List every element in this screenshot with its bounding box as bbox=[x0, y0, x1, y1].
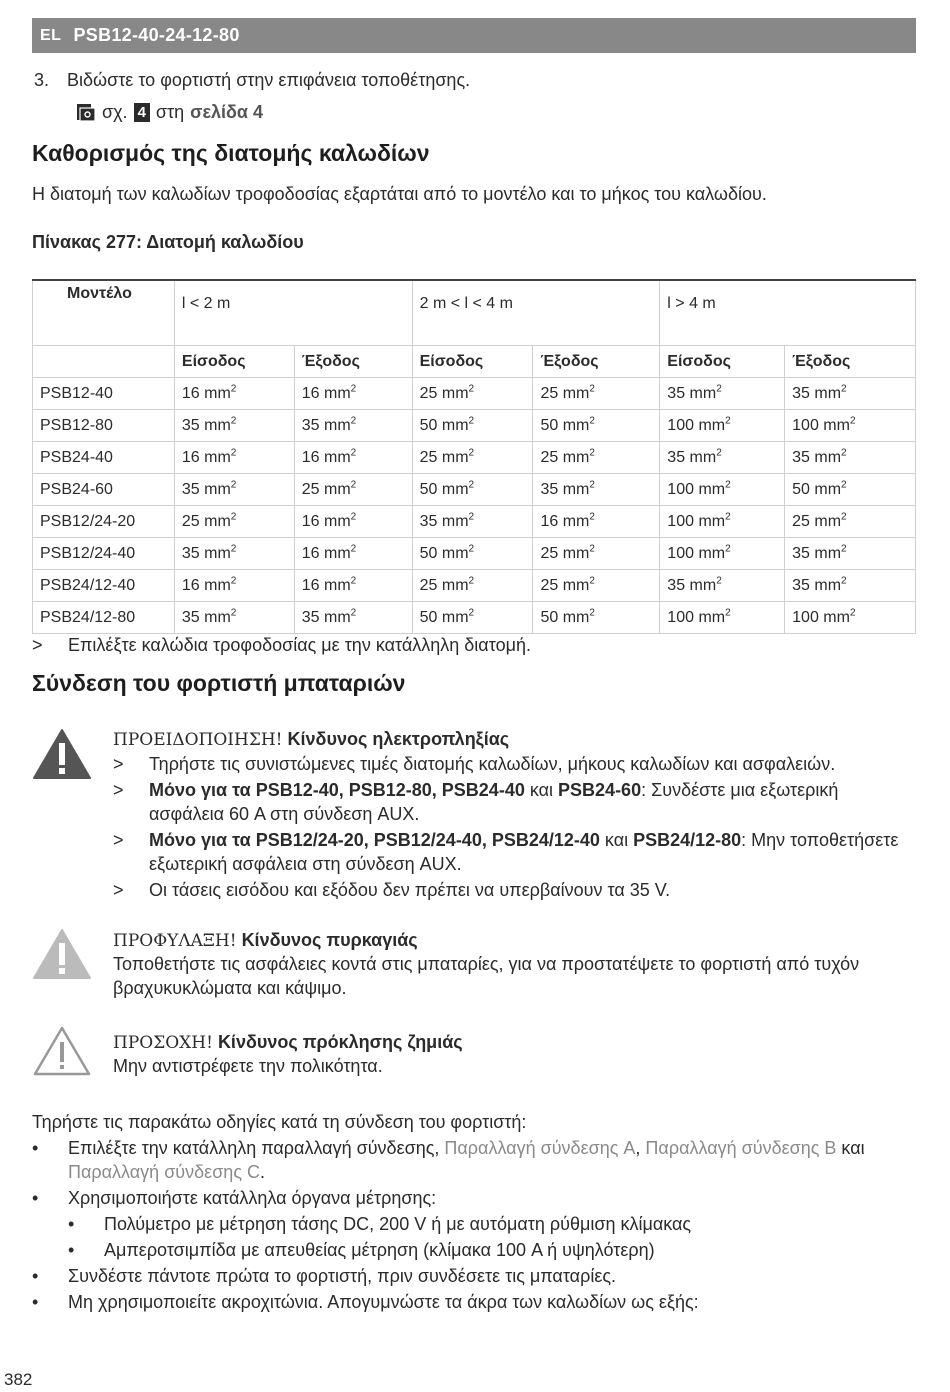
item-text: Χρησιμοποιήστε κατάλληλα όργανα μέτρησης: bbox=[68, 1188, 437, 1208]
value-number: 16 bbox=[301, 448, 320, 466]
value-number: 35 bbox=[667, 384, 686, 402]
value-unit: mm bbox=[324, 384, 351, 402]
value-unit: mm bbox=[689, 384, 717, 402]
figure-number: 4 bbox=[134, 103, 150, 122]
figure-middle: στη bbox=[155, 102, 185, 122]
notice-icon bbox=[32, 1025, 92, 1077]
value-cell: 35 $mm^2$ bbox=[785, 442, 916, 474]
link-variant-c[interactable]: Παραλλαγή σύνδεσης C bbox=[68, 1162, 260, 1182]
value-unit: mm bbox=[698, 480, 726, 498]
warning-label: ΠΡΟΕΙΔΟΠΟΙΗΣΗ! bbox=[113, 730, 283, 750]
value-cell: 50 $mm^2$ bbox=[412, 538, 533, 570]
language-code: EL bbox=[40, 26, 62, 44]
value-unit: mm bbox=[698, 608, 726, 626]
value-number: 50 bbox=[419, 416, 438, 434]
value-cell: 16 $mm^2$ bbox=[294, 442, 412, 474]
warning-icon bbox=[32, 728, 92, 780]
caution-icon bbox=[32, 928, 92, 980]
value-cell: 35 $mm^2$ bbox=[533, 474, 660, 506]
io-header: Έξοδος bbox=[294, 346, 412, 378]
value-unit: mm bbox=[562, 576, 590, 594]
value-number: 100 bbox=[792, 416, 819, 434]
io-header: Είσοδος bbox=[412, 346, 533, 378]
value-unit: mm bbox=[562, 480, 590, 498]
value-number: 50 bbox=[419, 608, 438, 626]
figure-page: σελίδα 4 bbox=[190, 102, 264, 122]
value-number: 25 bbox=[540, 576, 559, 594]
value-number: 16 bbox=[181, 576, 200, 594]
value-cell: 16 $mm^2$ bbox=[294, 378, 412, 410]
value-unit: mm bbox=[814, 544, 842, 562]
note-text: Επιλέξτε καλώδια τροφοδοσίας με την κατάλληλη διατομή. bbox=[68, 635, 531, 655]
value-cell: 50 $mm^2$ bbox=[785, 474, 916, 506]
value-unit: mm bbox=[689, 448, 717, 466]
value-number: 35 bbox=[181, 544, 200, 562]
model-name: PSB12-40-24-12-80 bbox=[73, 25, 240, 45]
value-unit: mm bbox=[441, 480, 469, 498]
value-number: 35 bbox=[301, 416, 320, 434]
value-unit: mm bbox=[204, 448, 231, 466]
table-row bbox=[33, 538, 916, 570]
item-text: Επιλέξτε την κατάλληλη παραλλαγή σύνδεσης, bbox=[68, 1138, 445, 1158]
value-cell: 25 $mm^2$ bbox=[174, 506, 294, 538]
value-unit: mm bbox=[324, 544, 351, 562]
arrow-marker: > bbox=[32, 635, 43, 655]
value-unit: mm bbox=[204, 576, 231, 594]
list-item: • Χρησιμοποιήστε κατάλληλα όργανα μέτρησης: bbox=[32, 1188, 437, 1208]
instructions-list bbox=[32, 1136, 912, 1316]
value-number: 35 bbox=[419, 512, 438, 530]
item-text: Αμπεροτσιμπίδα με απευθείας μέτρηση (κλίμακα 100 A ή υψηλότερη) bbox=[104, 1240, 655, 1260]
value-number: 16 bbox=[301, 512, 320, 530]
value-number: 35 bbox=[792, 544, 810, 562]
value-number: 25 bbox=[540, 384, 559, 402]
model-cell: PSB12-80 bbox=[33, 410, 175, 442]
notice-heading bbox=[113, 1030, 463, 1055]
warning-item-bold2: PSB24/12-80 bbox=[633, 830, 742, 850]
value-cell: 35 $mm^2$ bbox=[785, 538, 916, 570]
caution-text: Τοποθετήστε τις ασφάλειες κοντά στις μπαταρίες, για να προστατέψετε το φορτιστή από τυχόν βραχυκυκλώματα και κάψιμο. bbox=[113, 954, 860, 998]
item-and: και bbox=[836, 1138, 865, 1158]
length-header: 2 m < l < 4 m bbox=[412, 280, 660, 346]
warning-heading bbox=[113, 727, 509, 752]
value-unit: mm bbox=[814, 512, 842, 530]
value-unit: mm bbox=[814, 384, 842, 402]
value-number: 35 bbox=[181, 416, 200, 434]
list-item: • Μη χρησιμοποιείτε ακροχιτώνια. Απογυμνώστε τα άκρα των καλωδίων ως εξής: bbox=[32, 1292, 699, 1312]
page-number: 382 bbox=[4, 1370, 33, 1389]
value-cell: 25 $mm^2$ bbox=[533, 378, 660, 410]
value-cell: 100 $mm^2$ bbox=[660, 410, 785, 442]
warning-item-mid: και bbox=[524, 780, 559, 800]
item-text: Μη χρησιμοποιείτε ακροχιτώνια. Απογυμνώστε τα άκρα των καλωδίων ως εξής: bbox=[68, 1292, 699, 1312]
value-number: 25 bbox=[419, 384, 438, 402]
value-cell: 100 $mm^2$ bbox=[660, 506, 785, 538]
value-number: 35 bbox=[540, 480, 559, 498]
value-number: 100 bbox=[667, 416, 694, 434]
step-number: 3. bbox=[34, 70, 50, 90]
value-number: 16 bbox=[181, 448, 200, 466]
value-unit: mm bbox=[204, 480, 231, 498]
value-cell: 35 $mm^2$ bbox=[294, 410, 412, 442]
value-unit: mm bbox=[689, 576, 717, 594]
value-cell: 50 $mm^2$ bbox=[533, 410, 660, 442]
value-unit: mm bbox=[324, 608, 351, 626]
warning-item-text: Τηρήστε τις συνιστώμενες τιμές διατομής καλωδίων, μήκους καλωδίων και ασφαλειών. bbox=[149, 754, 836, 774]
value-number: 35 bbox=[181, 480, 200, 498]
step-text: Βιδώστε το φορτιστή στην επιφάνεια τοποθέτησης. bbox=[67, 70, 471, 90]
value-number: 16 bbox=[181, 384, 200, 402]
io-header: Έξοδος bbox=[533, 346, 660, 378]
value-cell: 35 $mm^2$ bbox=[785, 570, 916, 602]
io-header: Είσοδος bbox=[660, 346, 785, 378]
value-unit: mm bbox=[441, 608, 469, 626]
value-cell: 35 $mm^2$ bbox=[660, 378, 785, 410]
value-number: 35 bbox=[301, 608, 320, 626]
table-row bbox=[33, 506, 916, 538]
value-number: 35 bbox=[667, 448, 686, 466]
value-cell: 16 $mm^2$ bbox=[294, 506, 412, 538]
value-cell: 35 $mm^2$ bbox=[174, 602, 294, 634]
value-unit: mm bbox=[204, 608, 231, 626]
length-header: l < 2 m bbox=[174, 280, 412, 346]
value-number: 100 bbox=[792, 608, 819, 626]
value-number: 16 bbox=[540, 512, 559, 530]
value-number: 35 bbox=[792, 576, 810, 594]
value-unit: mm bbox=[441, 576, 469, 594]
item-sep: , bbox=[635, 1138, 646, 1158]
value-number: 16 bbox=[301, 576, 320, 594]
warning-item-post: : Συνδέστε μια εξωτερική ασφάλεια 60 A στη σύνδεση AUX. bbox=[149, 780, 839, 824]
value-unit: mm bbox=[562, 448, 590, 466]
model-cell: PSB24/12-40 bbox=[33, 570, 175, 602]
list-item: • Επιλέξτε την κατάλληλη παραλλαγή σύνδεσης, Παραλλαγή σύνδεσης A, Παραλλαγή σύνδεσης B και Παραλλαγή σύνδεσης C. bbox=[32, 1138, 865, 1182]
value-unit: mm bbox=[814, 576, 842, 594]
value-unit: mm bbox=[204, 384, 231, 402]
value-unit: mm bbox=[204, 544, 231, 562]
value-unit: mm bbox=[823, 416, 850, 434]
value-unit: mm bbox=[324, 576, 351, 594]
value-number: 25 bbox=[540, 448, 559, 466]
value-cell: 25 $mm^2$ bbox=[412, 570, 533, 602]
section-title-connection: Σύνδεση του φορτιστή μπαταριών bbox=[32, 670, 406, 696]
model-cell: PSB12/24-20 bbox=[33, 506, 175, 538]
value-unit: mm bbox=[562, 544, 590, 562]
value-unit: mm bbox=[324, 416, 351, 434]
caution-title: Κίνδυνος πυρκαγιάς bbox=[241, 930, 418, 950]
model-cell: PSB12/24-40 bbox=[33, 538, 175, 570]
model-cell: PSB24/12-80 bbox=[33, 602, 175, 634]
value-unit: mm bbox=[324, 448, 351, 466]
value-cell: 50 $mm^2$ bbox=[412, 602, 533, 634]
value-unit: mm bbox=[698, 544, 726, 562]
figure-reference[interactable] bbox=[76, 102, 263, 123]
value-unit: mm bbox=[441, 512, 469, 530]
warning-list bbox=[113, 752, 913, 904]
value-unit: mm bbox=[823, 608, 850, 626]
value-number: 50 bbox=[540, 608, 559, 626]
figure-prefix: σχ. bbox=[102, 102, 128, 122]
value-cell: 100 $mm^2$ bbox=[785, 602, 916, 634]
warning-item-text: Οι τάσεις εισόδου και εξόδου δεν πρέπει να υπερβαίνουν τα 35 V. bbox=[149, 880, 671, 900]
model-cell: PSB24-60 bbox=[33, 474, 175, 506]
value-number: 25 bbox=[181, 512, 200, 530]
warning-item-mid: και bbox=[599, 830, 634, 850]
value-number: 35 bbox=[181, 608, 200, 626]
value-unit: mm bbox=[441, 544, 469, 562]
value-unit: mm bbox=[562, 416, 590, 434]
warning-item-bold2: PSB24-60 bbox=[558, 780, 642, 800]
table-header-row bbox=[33, 280, 916, 346]
notice-title: Κίνδυνος πρόκλησης ζημιάς bbox=[217, 1032, 463, 1052]
caution-heading bbox=[113, 928, 418, 953]
value-cell: 35 $mm^2$ bbox=[294, 602, 412, 634]
item-text: Πολύμετρο με μέτρηση τάσης DC, 200 V ή με αυτόματη ρύθμιση κλίμακας bbox=[104, 1214, 692, 1234]
value-number: 35 bbox=[792, 448, 810, 466]
value-cell: 100 $mm^2$ bbox=[785, 410, 916, 442]
value-number: 25 bbox=[419, 576, 438, 594]
table-row bbox=[33, 378, 916, 410]
value-number: 100 bbox=[667, 608, 694, 626]
warning-item: > Μόνο για τα PSB12-40, PSB12-80, PSB24-40 και PSB24-60: Συνδέστε μια εξωτερική ασφάλεια 60 A στη σύνδεση AUX. bbox=[113, 780, 839, 824]
value-unit: mm bbox=[204, 416, 231, 434]
value-cell: 16 $mm^2$ bbox=[174, 442, 294, 474]
warning-item-pre: Μόνο για τα bbox=[149, 780, 256, 800]
warning-item-bold: PSB12/24-20, PSB12/24-40, PSB24/12-40 bbox=[255, 830, 600, 850]
value-unit: mm bbox=[562, 512, 590, 530]
table-subheader-row bbox=[33, 346, 916, 378]
instructions-intro: Τηρήστε τις παρακάτω οδηγίες κατά τη σύνδεση του φορτιστή: bbox=[32, 1112, 527, 1132]
item-text: Συνδέστε πάντοτε πρώτα το φορτιστή, πριν συνδέσετε τις μπαταρίες. bbox=[68, 1266, 617, 1286]
value-cell: 25 $mm^2$ bbox=[533, 570, 660, 602]
value-unit: mm bbox=[441, 448, 469, 466]
value-cell: 35 $mm^2$ bbox=[174, 410, 294, 442]
value-cell: 35 $mm^2$ bbox=[785, 378, 916, 410]
sub-list-item: • Αμπεροτσιμπίδα με απευθείας μέτρηση (κλίμακα 100 A ή υψηλότερη) bbox=[68, 1240, 655, 1260]
table-row bbox=[33, 602, 916, 634]
sub-list-item: • Πολύμετρο με μέτρηση τάσης DC, 200 V ή με αυτόματη ρύθμιση κλίμακας bbox=[68, 1214, 692, 1234]
value-cell: 25 $mm^2$ bbox=[533, 442, 660, 474]
warning-title: Κίνδυνος ηλεκτροπληξίας bbox=[287, 729, 510, 749]
io-header: Είσοδος bbox=[174, 346, 294, 378]
value-number: 25 bbox=[301, 480, 320, 498]
value-unit: mm bbox=[441, 384, 469, 402]
link-variant-b[interactable]: Παραλλαγή σύνδεσης B bbox=[645, 1138, 837, 1158]
model-header: Μοντέλο bbox=[33, 280, 175, 346]
list-item: • Συνδέστε πάντοτε πρώτα το φορτιστή, πριν συνδέσετε τις μπαταρίες. bbox=[32, 1266, 617, 1286]
value-cell: 25 $mm^2$ bbox=[412, 442, 533, 474]
value-cell: 16 $mm^2$ bbox=[174, 570, 294, 602]
table-row bbox=[33, 570, 916, 602]
value-number: 35 bbox=[667, 576, 686, 594]
value-number: 100 bbox=[667, 512, 694, 530]
value-cell: 50 $mm^2$ bbox=[533, 602, 660, 634]
value-number: 16 bbox=[301, 544, 320, 562]
table-row bbox=[33, 474, 916, 506]
value-cell: 50 $mm^2$ bbox=[412, 474, 533, 506]
value-unit: mm bbox=[324, 480, 351, 498]
value-unit: mm bbox=[698, 416, 726, 434]
page-header bbox=[32, 18, 916, 53]
value-cell: 25 $mm^2$ bbox=[294, 474, 412, 506]
value-cell: 25 $mm^2$ bbox=[785, 506, 916, 538]
value-number: 50 bbox=[540, 416, 559, 434]
value-number: 50 bbox=[419, 544, 438, 562]
value-unit: mm bbox=[814, 448, 842, 466]
value-number: 50 bbox=[792, 480, 810, 498]
value-cell: 100 $mm^2$ bbox=[660, 602, 785, 634]
value-cell: 16 $mm^2$ bbox=[294, 538, 412, 570]
value-number: 16 bbox=[301, 384, 320, 402]
table-row bbox=[33, 410, 916, 442]
cable-table bbox=[32, 279, 916, 634]
table-caption: Πίνακας 277: Διατομή καλωδίου bbox=[32, 232, 304, 252]
length-header: l > 4 m bbox=[660, 280, 916, 346]
value-unit: mm bbox=[562, 384, 590, 402]
value-number: 25 bbox=[792, 512, 810, 530]
warning-item: > Τηρήστε τις συνιστώμενες τιμές διατομής καλωδίων, μήκους καλωδίων και ασφαλειών. bbox=[113, 754, 836, 774]
value-unit: mm bbox=[324, 512, 351, 530]
item-end: . bbox=[260, 1162, 266, 1182]
value-number: 25 bbox=[540, 544, 559, 562]
notice-label: ΠΡΟΣΟΧΗ! bbox=[113, 1033, 213, 1053]
value-cell: 50 $mm^2$ bbox=[412, 410, 533, 442]
io-header: Έξοδος bbox=[785, 346, 916, 378]
value-unit: mm bbox=[814, 480, 842, 498]
value-cell: 16 $mm^2$ bbox=[174, 378, 294, 410]
value-cell: 25 $mm^2$ bbox=[412, 378, 533, 410]
value-unit: mm bbox=[441, 416, 469, 434]
warning-item: > Μόνο για τα PSB12/24-20, PSB12/24-40, PSB24/12-40 και PSB24/12-80: Μην τοποθετήσετε εξωτερική ασφάλεια στη σύνδεση AUX. bbox=[113, 830, 899, 874]
value-cell: 16 $mm^2$ bbox=[533, 506, 660, 538]
warning-item-pre: Μόνο για τα bbox=[149, 830, 256, 850]
table-row bbox=[33, 442, 916, 474]
model-cell: PSB24-40 bbox=[33, 442, 175, 474]
value-cell: 35 $mm^2$ bbox=[412, 506, 533, 538]
warning-item-post: : Μην τοποθετήσετε εξωτερική ασφάλεια στη σύνδεση AUX. bbox=[149, 830, 899, 874]
value-unit: mm bbox=[562, 608, 590, 626]
section-intro: Η διατομή των καλωδίων τροφοδοσίας εξαρτάται από το μοντέλο και το μήκος του καλωδίου. bbox=[32, 184, 767, 204]
value-cell: 35 $mm^2$ bbox=[174, 538, 294, 570]
link-variant-a[interactable]: Παραλλαγή σύνδεσης A bbox=[444, 1138, 636, 1158]
warning-item: > Οι τάσεις εισόδου και εξόδου δεν πρέπει να υπερβαίνουν τα 35 V. bbox=[113, 880, 671, 900]
caution-label: ΠΡΟΦΥΛΑΞΗ! bbox=[113, 931, 237, 951]
value-unit: mm bbox=[204, 512, 231, 530]
warning-item-bold: PSB12-40, PSB12-80, PSB24-40 bbox=[255, 780, 525, 800]
empty-header bbox=[33, 346, 175, 378]
model-cell: PSB12-40 bbox=[33, 378, 175, 410]
value-number: 100 bbox=[667, 544, 694, 562]
section-title-cable: Καθορισμός της διατομής καλωδίων bbox=[32, 140, 430, 166]
value-cell: 35 $mm^2$ bbox=[174, 474, 294, 506]
after-table-note bbox=[32, 633, 912, 659]
value-cell: 35 $mm^2$ bbox=[660, 442, 785, 474]
value-number: 35 bbox=[792, 384, 810, 402]
value-unit: mm bbox=[698, 512, 726, 530]
value-number: 100 bbox=[667, 480, 694, 498]
value-cell: 100 $mm^2$ bbox=[660, 474, 785, 506]
camera-icon bbox=[76, 103, 96, 123]
value-cell: 35 $mm^2$ bbox=[660, 570, 785, 602]
notice-text: Μην αντιστρέφετε την πολικότητα. bbox=[113, 1056, 383, 1076]
value-cell: 16 $mm^2$ bbox=[294, 570, 412, 602]
value-cell: 25 $mm^2$ bbox=[533, 538, 660, 570]
value-cell: 100 $mm^2$ bbox=[660, 538, 785, 570]
value-number: 25 bbox=[419, 448, 438, 466]
value-number: 50 bbox=[419, 480, 438, 498]
